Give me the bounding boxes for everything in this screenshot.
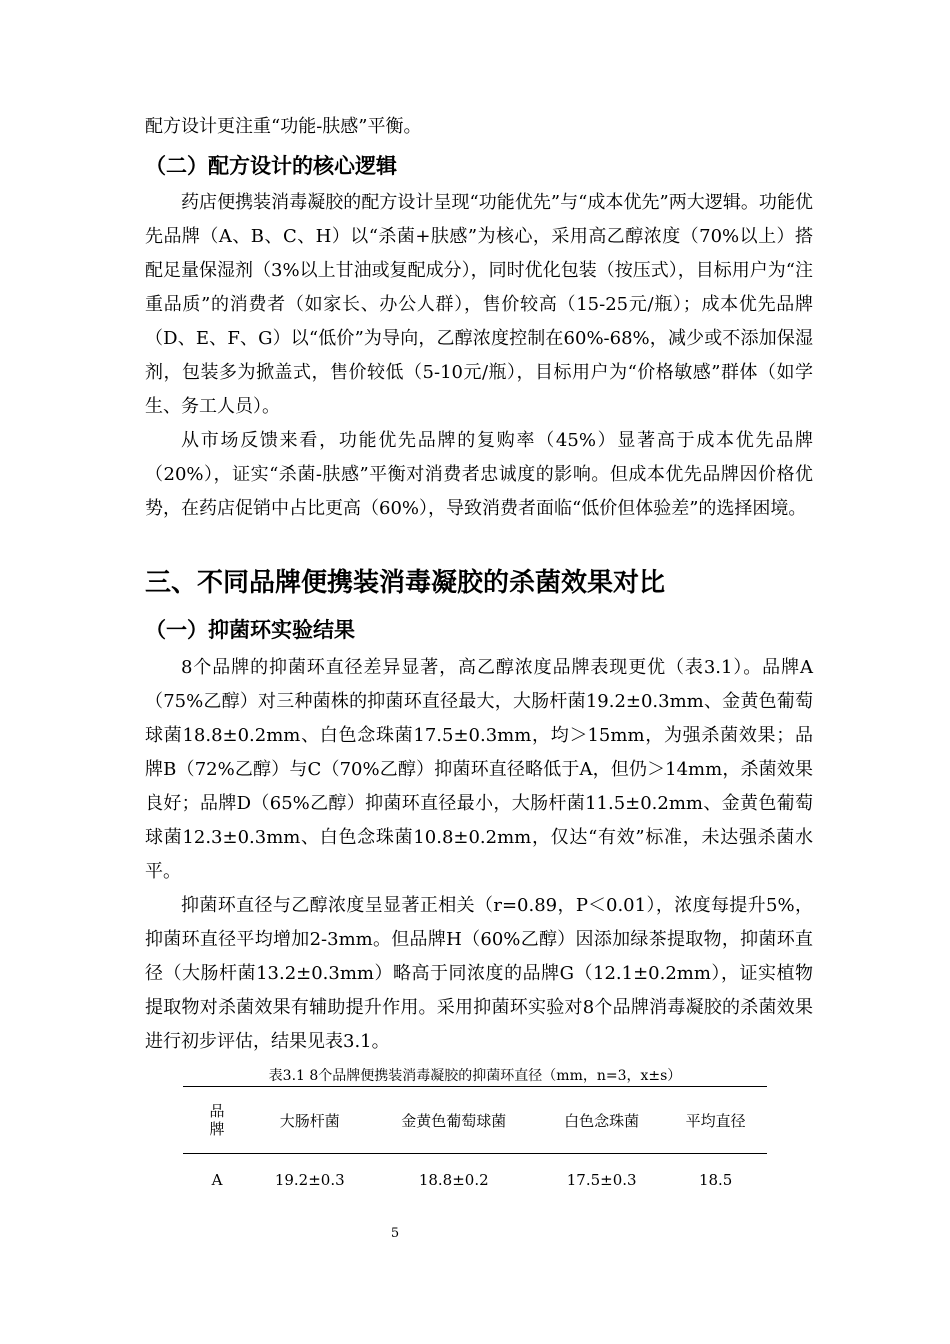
column-header-ecoli: 大肠杆菌 <box>279 1111 340 1130</box>
inhibition-zone-table <box>183 1086 767 1206</box>
cell-calbicans: 17.5±0.3 <box>566 1171 637 1189</box>
paragraph-market-feedback: 从市场反馈来看，功能优先品牌的复购率（45%）显著高于成本优先品牌（20%），证实“杀菌-肤感”平衡对消费者忠诚度的影响。但成本优先品牌因价格优势，在药店促销中占比更高（60%），导致消费者面临“低价但体验差”的选择困境。 <box>145 430 813 519</box>
cell-ecoli: 19.2±0.3 <box>274 1171 345 1189</box>
cell-saureus: 18.8±0.2 <box>418 1171 489 1189</box>
heading-formula-logic: （二）配方设计的核心逻辑 <box>145 154 397 178</box>
column-header-brand <box>183 1087 251 1154</box>
page-number: 5 <box>390 1226 400 1241</box>
table-header-row <box>183 1087 767 1154</box>
brand-header-text: 品牌 <box>209 1102 225 1138</box>
heading-section-3: 三、不同品牌便携装消毒凝胶的杀菌效果对比 <box>145 568 666 598</box>
paragraph-inhibition-results: 8个品牌的抑菌环直径差异显著，高乙醇浓度品牌表现更优（表3.1）。品牌A（75%乙醇）对三种菌株的抑菌环直径最大，大肠杆菌19.2±0.3mm、金黄色葡萄球菌18.8±0.2mm、白色念珠菌17.5±0.3mm，均＞15mm，为强杀菌效果；品牌B（72%乙醇）与C（70%乙醇）抑菌环直径略低于A，但仍＞14mm，杀菌效果良好；品牌D（65%乙醇）抑菌环直径最小，大肠杆菌11.5±0.2mm、金黄色葡萄球菌12.3±0.3mm、白色念珠菌10.8±0.2mm，仅达“有效”标准，未达强杀菌水平。 <box>145 657 813 882</box>
table-row <box>183 1154 767 1207</box>
paragraph-formula-logic: 药店便携装消毒凝胶的配方设计呈现“功能优先”与“成本优先”两大逻辑。功能优先品牌（A、B、C、H）以“杀菌+肤感”为核心，采用高乙醇浓度（70%以上）搭配足量保湿剂（3%以上甘油或复配成分），同时优化包装（按压式），目标用户为“注重品质”的消费者（如家长、办公人群），售价较高（15-25元/瓶）；成本优先品牌（D、E、F、G）以“低价”为导向，乙醇浓度控制在60%-68%，减少或不添加保湿剂，包装多为掀盖式，售价较低（5-10元/瓶），目标用户为“价格敏感”群体（如学生、务工人员）。 <box>145 192 813 417</box>
cell-brand: A <box>211 1171 223 1189</box>
cell-mean: 18.5 <box>698 1171 733 1189</box>
column-header-calbicans: 白色念珠菌 <box>564 1111 640 1130</box>
table-caption: 表3.1 8个品牌便携装消毒凝胶的抑菌环直径（mm，n=3，x±s） <box>268 1068 682 1084</box>
paragraph-intro-tail: 配方设计更注重“功能-肤感”平衡。 <box>145 116 422 137</box>
column-header-mean: 平均直径 <box>685 1111 746 1130</box>
paragraph-correlation: 抑菌环直径与乙醇浓度呈显著正相关（r=0.89，P＜0.01），浓度每提升5%，抑菌环直径平均增加2-3mm。但品牌H（60%乙醇）因添加绿茶提取物，抑菌环直径（大肠杆菌13.2±0.3mm）略高于同浓度的品牌G（12.1±0.2mm），证实植物提取物对杀菌效果有辅助提升作用。采用抑菌环实验对8个品牌消毒凝胶的杀菌效果进行初步评估，结果见表3.1。 <box>145 895 813 1052</box>
column-header-saureus: 金黄色葡萄球菌 <box>401 1111 507 1130</box>
heading-inhibition-results: （一）抑菌环实验结果 <box>145 618 355 642</box>
